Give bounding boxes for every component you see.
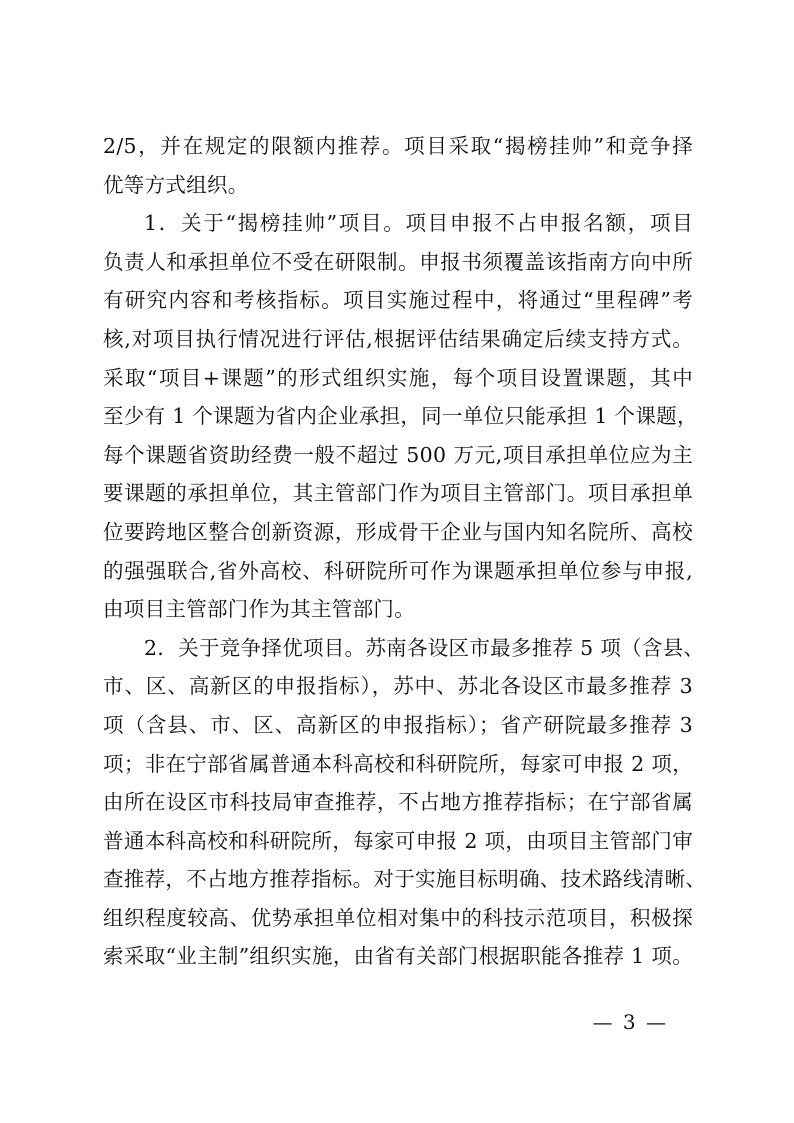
text-line: 每个课题省资助经费一般不超过 500 万元,项目承担单位应为主 — [103, 442, 693, 467]
text-line: 市、区、高新区的申报指标），苏中、苏北各设区市最多推荐 3 — [103, 674, 693, 699]
text-line: 采取“项目+课题”的形式组织实施，每个项目设置课题，其中 — [103, 365, 693, 390]
text-line: 项；非在宁部省属普通本科高校和科研院所，每家可申报 2 项， — [103, 751, 693, 776]
text-line: 优等方式组织。 — [103, 172, 249, 197]
text-line: 组织程度较高、优势承担单位相对集中的科技示范项目，积极探 — [103, 905, 693, 930]
page-number: — 3 — — [592, 1010, 668, 1034]
body-text — [103, 127, 707, 976]
text-line: 有研究内容和考核指标。项目实施过程中，将通过“里程碑”考 — [103, 288, 693, 313]
text-line: 负责人和承担单位不受在研限制。申报书须覆盖该指南方向中所 — [103, 249, 693, 274]
text-line: 的强强联合,省外高校、科研院所可作为课题承担单位参与申报, — [103, 558, 693, 583]
text-line: 索采取“业主制”组织实施，由省有关部门根据职能各推荐 1 项。 — [103, 944, 693, 969]
text-line: 位要跨地区整合创新资源，形成骨干企业与国内知名院所、高校 — [103, 519, 693, 544]
text-line: 查推荐，不占地方推荐指标。对于实施目标明确、技术路线清晰、 — [103, 867, 707, 892]
text-line: 项（含县、市、区、高新区的申报指标）；省产研院最多推荐 3 — [103, 712, 693, 737]
text-line: 至少有 1 个课题为省内企业承担，同一单位只能承担 1 个课题， — [103, 404, 698, 429]
text-line: 核,对项目执行情况进行评估,根据评估结果确定后续支持方式。 — [103, 326, 693, 351]
text-line: 2．关于竞争择优项目。苏南各设区市最多推荐 5 项（含县、 — [144, 635, 705, 660]
text-line: 普通本科高校和科研院所，每家可申报 2 项，由项目主管部门审 — [103, 828, 693, 853]
text-line: 1．关于“揭榜挂帅”项目。项目申报不占申报名额，项目 — [144, 211, 693, 236]
text-line: 由项目主管部门作为其主管部门。 — [103, 597, 415, 622]
text-line: 2/5，并在规定的限额内推荐。项目采取“揭榜挂帅”和竞争择 — [103, 134, 693, 158]
text-line: 要课题的承担单位，其主管部门作为项目主管部门。项目承担单 — [103, 481, 693, 506]
text-line: 由所在设区市科技局审查推荐，不占地方推荐指标；在宁部省属 — [103, 790, 693, 815]
